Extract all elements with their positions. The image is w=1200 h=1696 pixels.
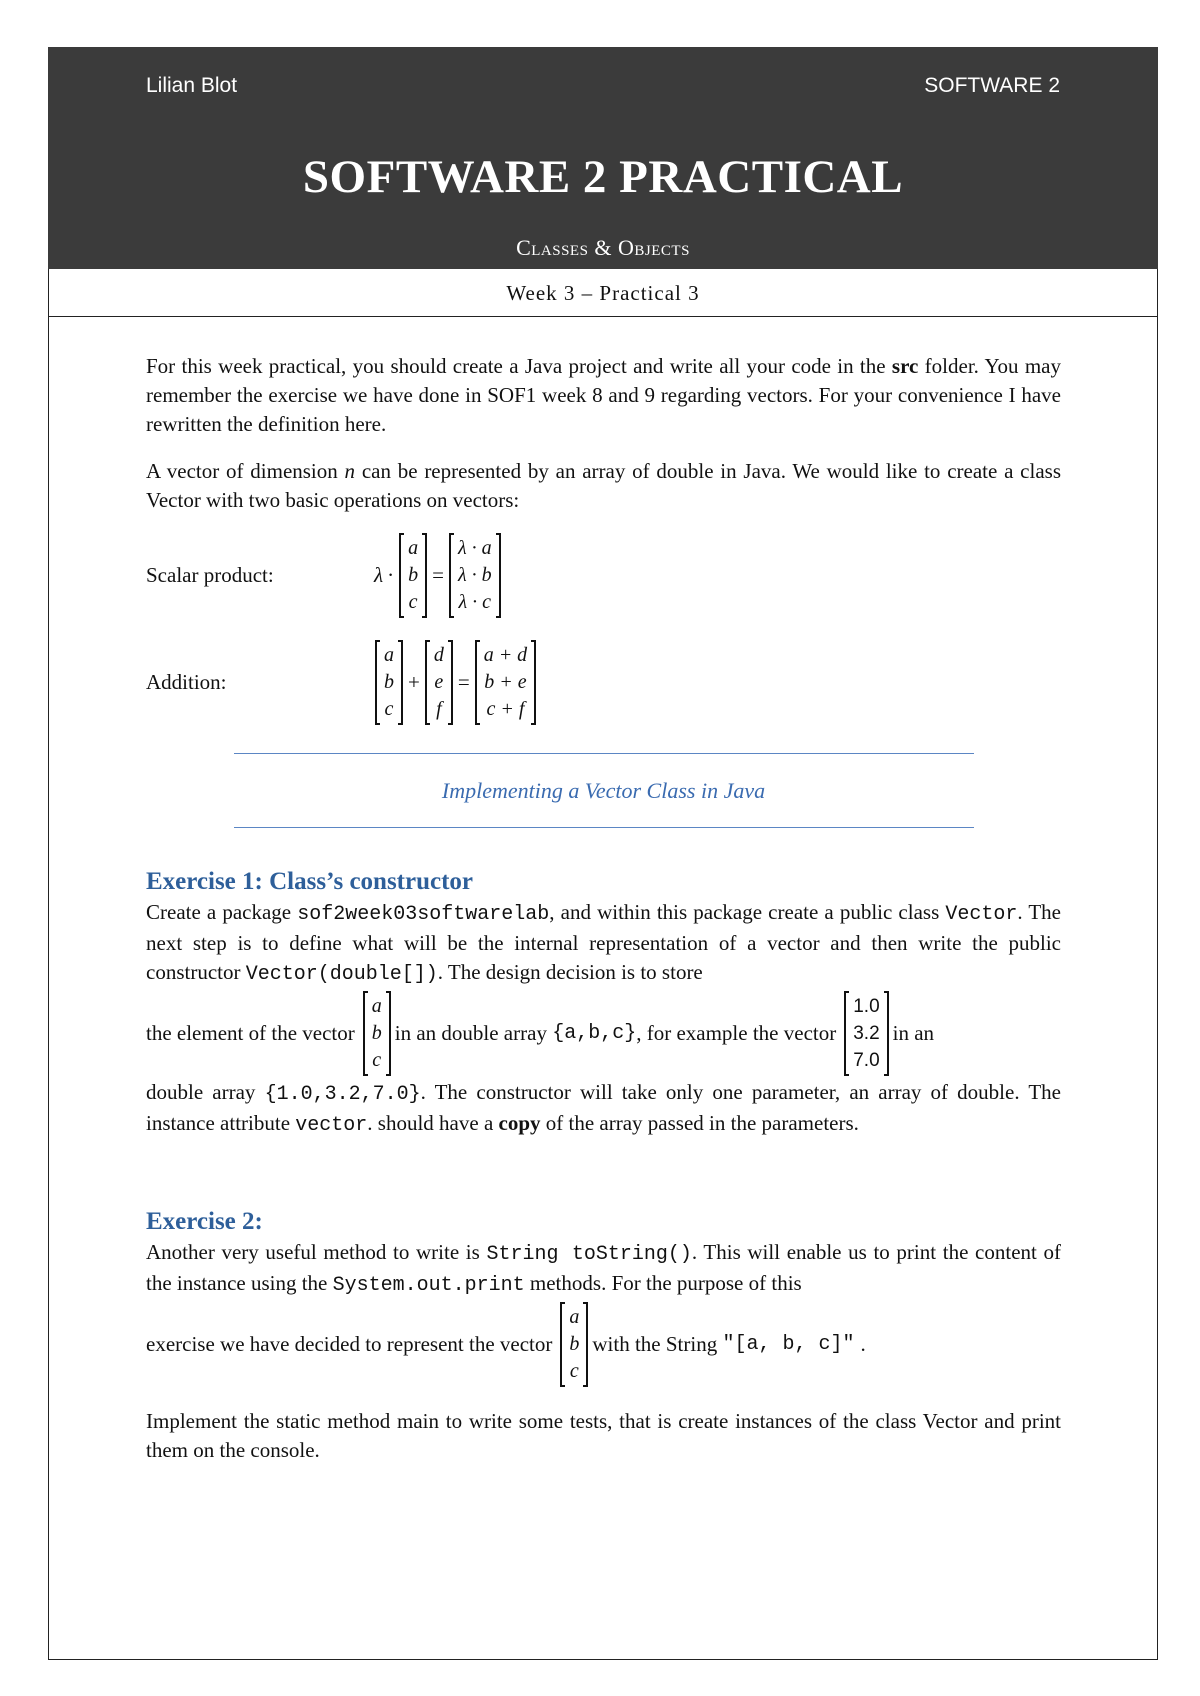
method-signature: String toString() bbox=[486, 1243, 692, 1266]
intro2-text: A vector of dimension bbox=[146, 459, 345, 483]
print-method: System.out.print bbox=[332, 1274, 525, 1297]
matrix-cell: b + e bbox=[484, 671, 527, 693]
ex2-text: . bbox=[860, 1332, 866, 1356]
exercise2-heading: Exercise 2: bbox=[146, 1208, 263, 1235]
matrix-cell: λ · a bbox=[457, 537, 492, 559]
ex1-text: . The next step is to define what will be the internal representation of a vector and then write the public constructor bbox=[146, 900, 1062, 984]
src-folder: src bbox=[891, 354, 919, 378]
scalar-label: Scalar product: bbox=[146, 563, 274, 587]
vector-abc bbox=[399, 533, 427, 618]
array-literal: {1.0,3.2,7.0} bbox=[264, 1083, 421, 1106]
matrix-cell: b bbox=[384, 671, 394, 693]
matrix-cell: c bbox=[408, 591, 418, 613]
ex1-text: the element of the vector bbox=[146, 1021, 355, 1045]
author-name: Lilian Blot bbox=[146, 74, 238, 97]
matrix-cell: 3.2 bbox=[853, 1023, 880, 1044]
page-title: SOFTWARE 2 PRACTICAL bbox=[302, 151, 904, 203]
week-label: Week 3 – Practical 3 bbox=[48, 269, 1158, 317]
matrix-cell: a bbox=[408, 537, 419, 559]
exercise1-body bbox=[146, 898, 1061, 989]
equals-sign: = bbox=[457, 670, 470, 694]
exercise2-vector-line bbox=[146, 1302, 1061, 1387]
ex2-text: Another very useful method to write is bbox=[146, 1240, 487, 1264]
addition-equation bbox=[146, 640, 1061, 725]
vector-def bbox=[425, 640, 453, 725]
ex1-text: , for example the vector bbox=[636, 1021, 837, 1045]
matrix-cell: a + d bbox=[483, 644, 528, 666]
dimension-symbol: n bbox=[344, 459, 356, 483]
page-subtitle: Classes & Objects bbox=[516, 235, 690, 260]
exercise2-paragraph-2: Implement the static method main to write some tests, that is create instances of the class Vector and print them on the console. bbox=[146, 1409, 1061, 1462]
ex2-text: . This will enable us to print the content of the instance using the bbox=[146, 1240, 1061, 1295]
array-literal: {a,b,c} bbox=[552, 1022, 637, 1045]
matrix-cell: a bbox=[569, 1306, 580, 1328]
matrix-cell: b bbox=[371, 1022, 382, 1044]
matrix-cell: 7.0 bbox=[853, 1050, 880, 1071]
ex1-text: Create a package bbox=[146, 900, 298, 924]
exercise1-vector-line bbox=[146, 991, 1061, 1076]
header-banner bbox=[48, 47, 1158, 269]
matrix-cell: b bbox=[569, 1333, 580, 1355]
vector-abc bbox=[375, 640, 403, 725]
intro-text: For this week practical, you should create a Java project and write all your code in the bbox=[146, 354, 892, 378]
vector-abc bbox=[363, 991, 391, 1076]
matrix-cell: c bbox=[569, 1360, 579, 1382]
ex1-text: in an double array bbox=[394, 1021, 553, 1045]
exercise1-heading: Exercise 1: Class’s constructor bbox=[146, 868, 474, 895]
section-divider-top bbox=[234, 753, 974, 754]
attribute-name: vector bbox=[295, 1114, 368, 1137]
section-caption: Implementing a Vector Class in Java bbox=[441, 778, 766, 803]
matrix-cell: d bbox=[433, 644, 444, 666]
intro2-text-end: can be represented by an array of double in Java. We would like to create a class Vector with two basic operations on vectors: bbox=[146, 459, 1061, 512]
vector-scaled bbox=[449, 533, 501, 618]
section-divider-bottom bbox=[234, 827, 974, 828]
matrix-cell: λ · c bbox=[458, 591, 492, 613]
package-name: sof2week03softwarelab bbox=[297, 903, 550, 926]
ex1-text: in an bbox=[892, 1021, 935, 1045]
ex1-text: . The design decision is to store bbox=[437, 960, 703, 984]
matrix-cell: a bbox=[371, 995, 382, 1017]
ex1-text: , and within this package create a public class bbox=[549, 900, 946, 924]
matrix-cell: c + f bbox=[486, 698, 525, 720]
matrix-cell: b bbox=[408, 564, 419, 586]
intro-text-end: folder. You may remember the exercise we have done in SOF1 week 8 and 9 regarding vectors. For your convenience I have rewritten the definition here. bbox=[146, 354, 1061, 436]
matrix-cell: f bbox=[436, 698, 442, 720]
string-literal: "[a, b, c]" bbox=[722, 1333, 855, 1356]
course-name: SOFTWARE 2 bbox=[924, 74, 1060, 97]
ex1-text: of the array passed in the parameters. bbox=[540, 1111, 859, 1135]
ex2-text: with the String bbox=[592, 1332, 723, 1356]
matrix-cell: λ · b bbox=[457, 564, 492, 586]
copy-emphasis: copy bbox=[498, 1111, 541, 1135]
ex1-text: . should have a bbox=[367, 1111, 499, 1135]
vector-sum bbox=[475, 640, 537, 725]
matrix-cell: c bbox=[372, 1049, 382, 1071]
ex2-text: exercise we have decided to represent the vector bbox=[146, 1332, 553, 1356]
matrix-cell: 1.0 bbox=[853, 996, 880, 1017]
constructor-signature: Vector(double[]) bbox=[245, 963, 438, 986]
class-name: Vector bbox=[945, 903, 1018, 926]
vector-numeric bbox=[844, 991, 888, 1076]
vector-abc bbox=[560, 1302, 588, 1387]
plus-sign: + bbox=[408, 670, 420, 694]
addition-label: Addition: bbox=[146, 670, 227, 694]
matrix-cell: c bbox=[384, 698, 394, 720]
ex1-text: double array bbox=[146, 1080, 265, 1104]
ex2-text: methods. For the purpose of this bbox=[524, 1271, 802, 1295]
matrix-cell: e bbox=[434, 671, 444, 693]
exercise2-body bbox=[146, 1238, 1061, 1300]
scalar-product-equation bbox=[146, 533, 1061, 618]
matrix-cell: a bbox=[384, 644, 394, 666]
lambda-symbol: λ bbox=[374, 563, 384, 587]
ex1-text: . The constructor will take only one parameter, an array of double. The instance attribute bbox=[146, 1080, 1061, 1135]
exercise1-body-end bbox=[146, 1078, 1061, 1140]
intro-paragraph-2 bbox=[146, 457, 1061, 515]
document-body bbox=[146, 352, 1061, 1483]
equals-sign: = bbox=[432, 563, 444, 587]
intro-paragraph-1 bbox=[146, 352, 1061, 439]
dot-operator: · bbox=[387, 563, 395, 587]
